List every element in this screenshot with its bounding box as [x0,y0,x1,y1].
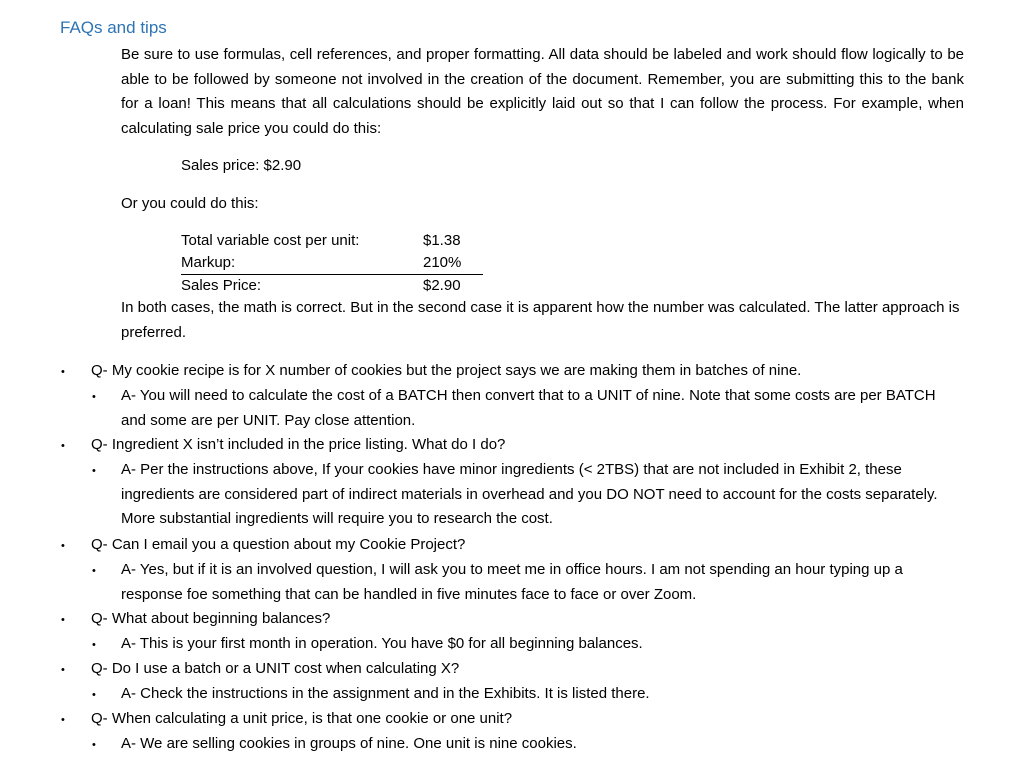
calc-label: Markup: [181,252,423,275]
faq-answer: A- Yes, but if it is an involved question, I will ask you to meet me in office hours. I am not spending an hour typing up a response foe something that can be handled in five minutes face to face or over Zoom. [121,561,903,603]
bullet-icon: • [92,739,96,751]
bullet-icon: • [61,540,65,552]
bullet-icon: • [61,440,65,452]
calculation-table [181,230,483,297]
conclusion-paragraph: In both cases, the math is correct. But in the second case it is apparent how the number was calculated. The latter approach is preferred. [121,299,960,341]
bullet-icon: • [61,614,65,626]
calc-value: 210% [423,252,483,275]
bullet-icon: • [92,391,96,403]
calc-label: Total variable cost per unit: [181,232,360,249]
bullet-icon: • [92,465,96,477]
bullet-icon: • [61,714,65,726]
faq-question: Q- My cookie recipe is for X number of cookies but the project says we are making them in batches of nine. [91,362,802,379]
bullet-icon: • [61,664,65,676]
bullet-icon: • [92,639,96,651]
faq-answer: A- Check the instructions in the assignment and in the Exhibits. It is listed there. [121,685,650,702]
faq-answer: A- We are selling cookies in groups of nine. One unit is nine cookies. [121,735,577,752]
bullet-icon: • [92,565,96,577]
calc-value: $1.38 [423,232,461,249]
faq-question: Q- What about beginning balances? [91,610,331,627]
calc-row [181,275,483,298]
or-line: Or you could do this: [121,195,259,212]
faq-answer: A- Per the instructions above, If your cookies have minor ingredients (< 2TBS) that are not included in Exhibit 2, these ingredients are considered part of indirect materials in overhead and you DO NOT need to account for the costs separately. More substantial ingredients will require you to research the cost. [121,461,938,527]
calc-row [181,252,483,275]
faq-answer: A- This is your first month in operation. You have $0 for all beginning balances. [121,635,643,652]
page-heading: FAQs and tips [60,18,167,37]
calc-value: $2.90 [423,277,461,294]
bullet-icon: • [61,366,65,378]
example-simple-sales-price: Sales price: $2.90 [181,157,302,174]
bullet-icon: • [92,689,96,701]
calc-label: Sales Price: [181,277,262,294]
faq-question: Q- Ingredient X isn’t included in the price listing. What do I do? [91,436,506,453]
intro-paragraph: Be sure to use formulas, cell references, and proper formatting. All data should be labeled and work should flow logically to be able to be followed by someone not involved in the creation of the document. Remember, you are submitting this to the bank for a loan! This means that all calculations should be explicitly laid out so that I can follow the process. For example, when calculating sale price you could do this: [121,46,964,137]
faq-question: Q- Can I email you a question about my Cookie Project? [91,536,466,553]
faq-question: Q- Do I use a batch or a UNIT cost when calculating X? [91,660,460,677]
calc-row [181,230,483,252]
faq-answer: A- You will need to calculate the cost of a BATCH then convert that to a UNIT of nine. Note that some costs are per BATCH and some are per UNIT. Pay close attention. [121,387,936,429]
faq-question: Q- When calculating a unit price, is that one cookie or one unit? [91,710,513,727]
